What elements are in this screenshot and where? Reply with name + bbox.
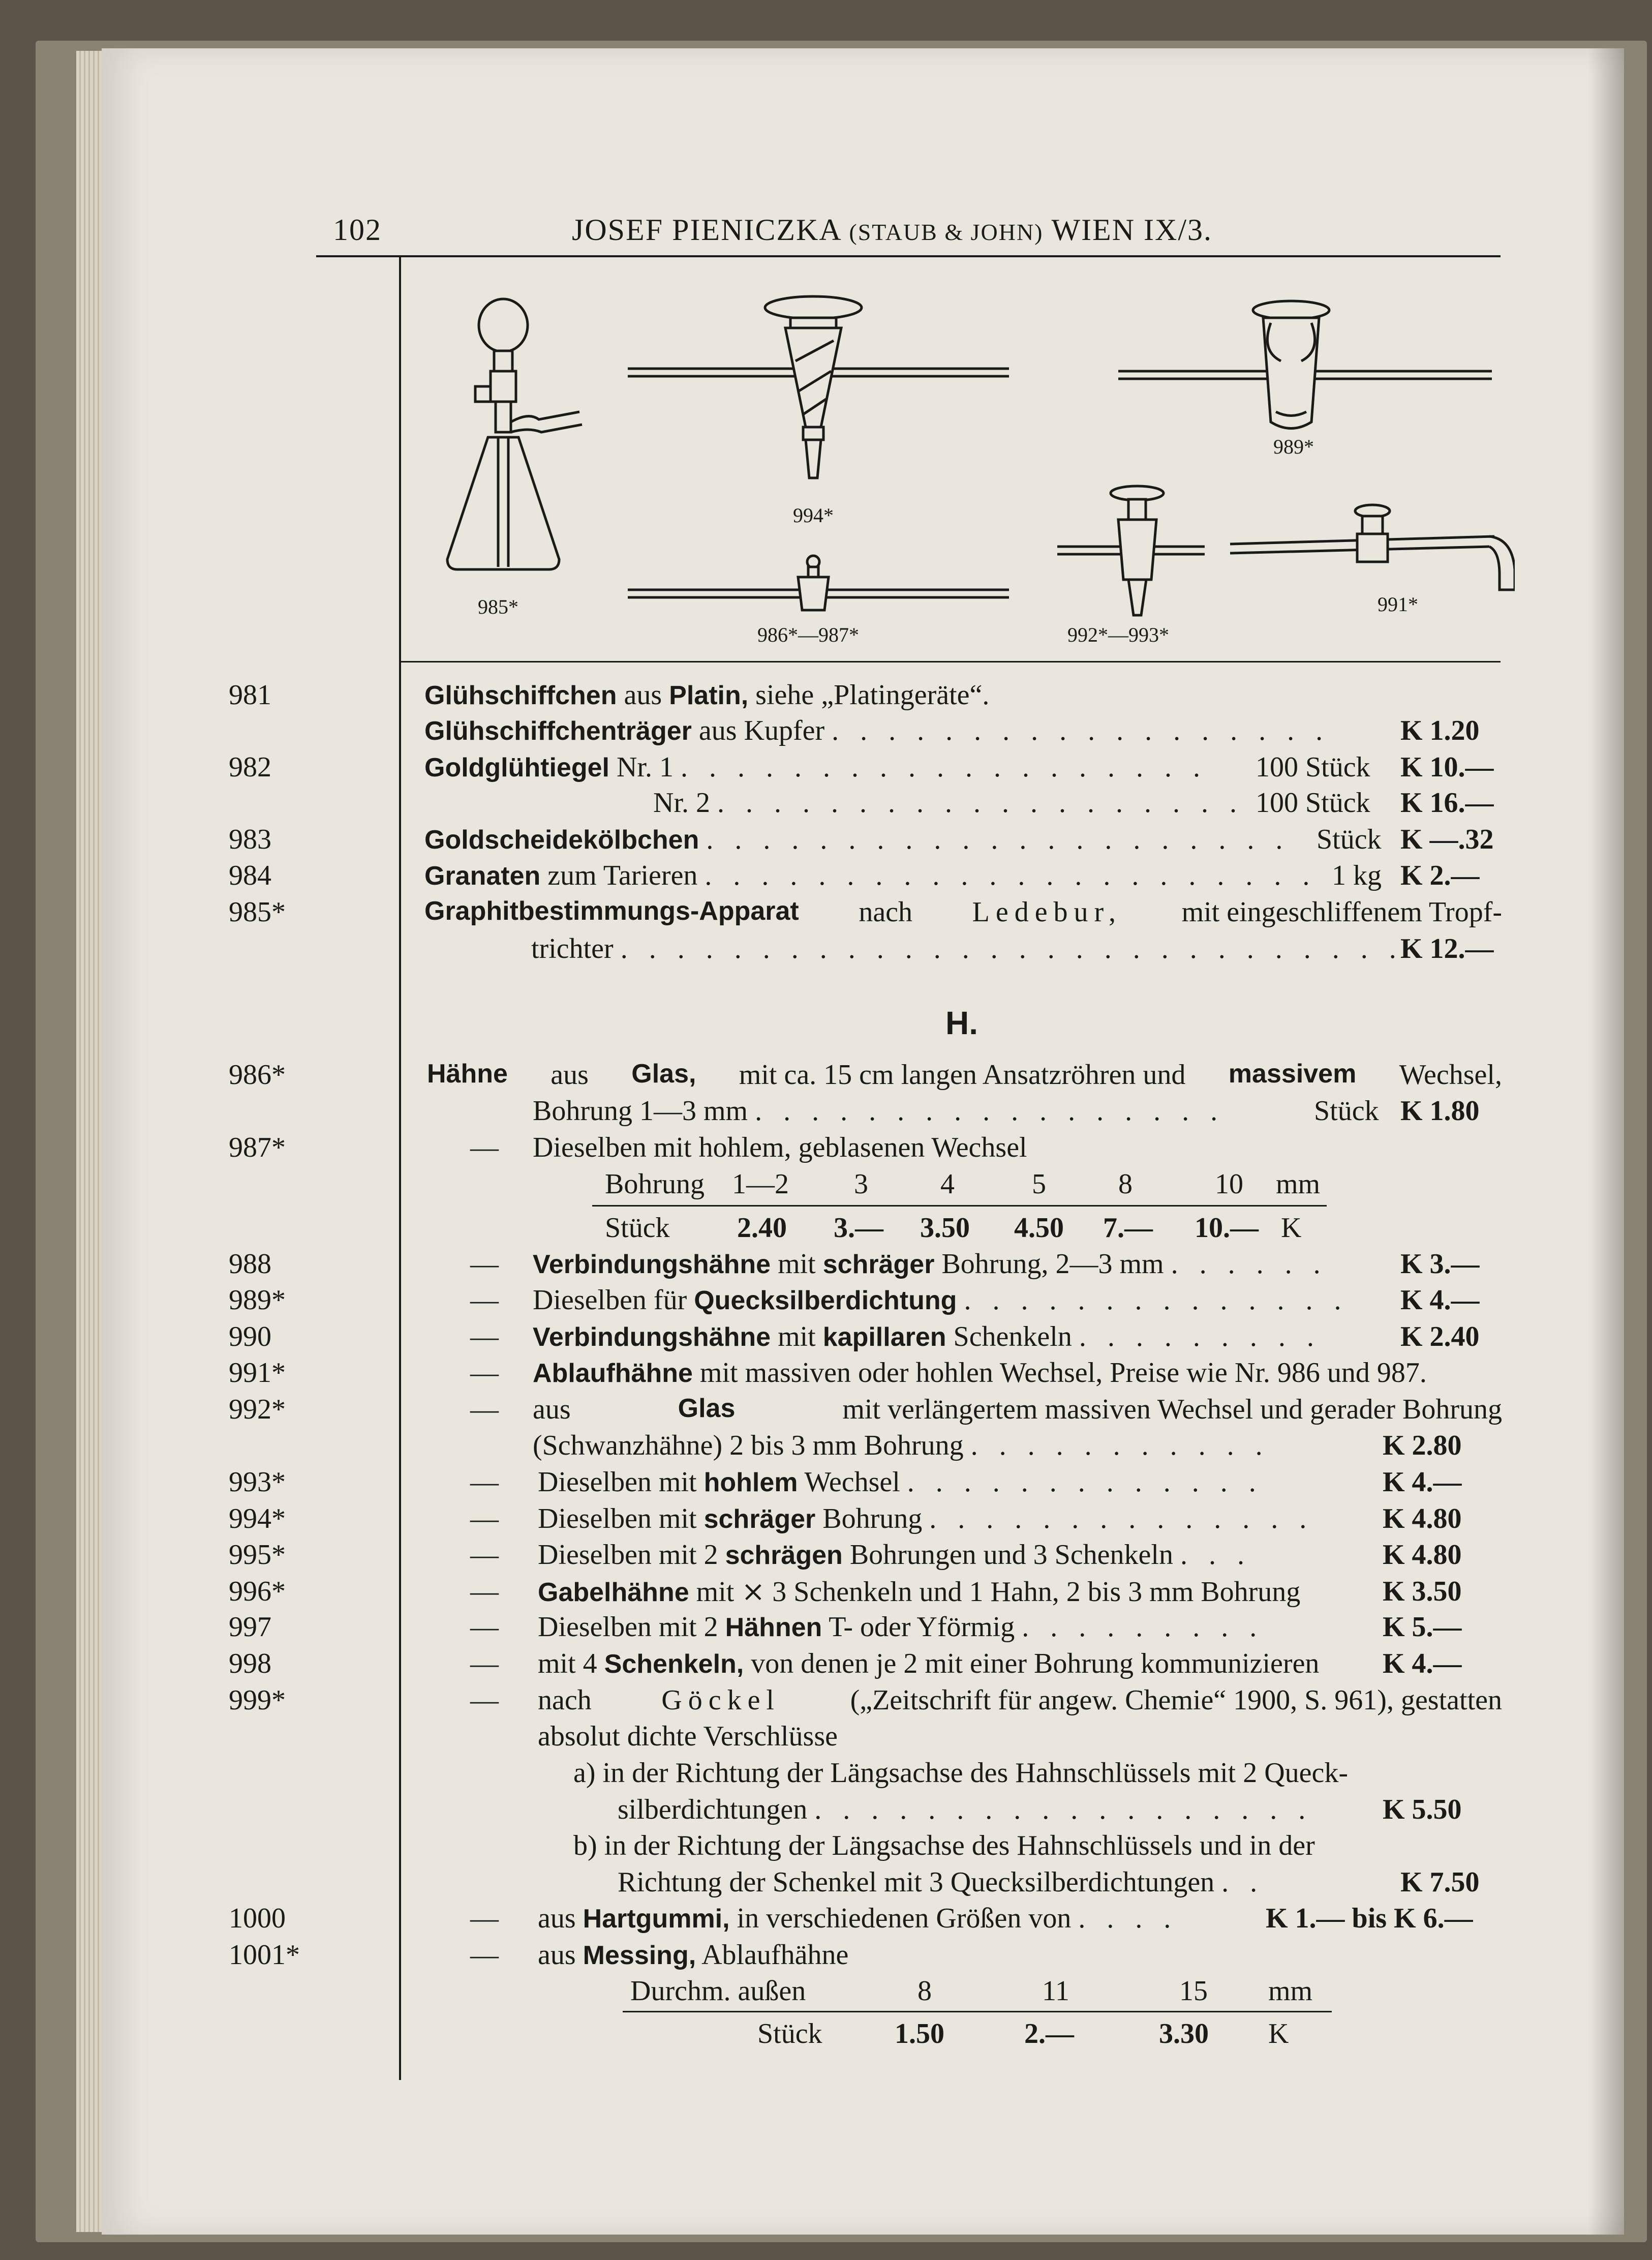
header-title [572,213,1212,248]
caption-991: 991* [1378,593,1418,616]
entry-997-text1: Dieselben mit 2 [538,1611,718,1643]
dash-991: — [470,1357,499,1389]
entry-993-text1: Dieselben mit [538,1466,697,1498]
dash-995: — [470,1539,499,1571]
bore-table-h7: mm [1276,1168,1321,1200]
entry-982-name: Goldglühtiegel [424,753,609,782]
entry-989: Dieselben für Quecksilberdichtung . . . . . . . . . . . . . . [533,1284,1349,1316]
entry-992 [533,1393,1502,1426]
dash-988: — [470,1248,499,1280]
qty-982: 100 Stück [1256,751,1370,783]
entry-999-author: Göckel [661,1684,780,1716]
entry-995-text1: Dieselben mit 2 [538,1539,718,1571]
diameter-table-c2: 2.— [1024,2018,1074,2050]
entry-999-text2: („Zeitschrift für angew. Chemie“ 1900, S. 961), gestatten [850,1684,1502,1716]
page-shadow [1588,48,1624,2235]
entry-981-text: aus [624,679,662,711]
price-992: K 2.80 [1383,1430,1462,1461]
dash-994: — [470,1503,499,1534]
item-number-995: 995* [229,1539,286,1571]
bore-table-h0: Bohrung [605,1168,705,1200]
entry-998 [538,1647,1319,1680]
entry-981b: Glühschiffchenträger aus Kupfer . . . . . . . . . . . . . . . . . . [424,715,1330,746]
diameter-table-rule [623,2011,1332,2012]
dash-1000: — [470,1903,499,1934]
entry-994-type: schräger [703,1504,816,1534]
qty-984: 1 kg [1332,860,1382,891]
bore-table-rule [592,1205,1327,1207]
price-989: K 4.— [1400,1284,1480,1316]
entry-986-text2: mit ca. 15 cm langen Ansatzröhren und [739,1059,1186,1091]
entry-995-text2: Bohrungen und 3 Schenkeln [849,1539,1173,1571]
price-990: K 2.40 [1400,1321,1480,1352]
entry-981-name: Glühschiffchen [424,681,617,710]
entry-1000: aus Hartgummi, in verschiedenen Größen von . . . . [538,1903,1178,1934]
entry-988-name: Verbindungshähne [533,1250,771,1279]
entry-997-type: Hähnen [725,1613,822,1642]
entry-981-material: Platin, [669,681,749,710]
diameter-table-c0: Stück [757,2018,822,2050]
entry-985b: trichter . . . . . . . . . . . . . . . . . . . . . . . . . . . . [531,933,1403,965]
entry-982: Goldglühtiegel Nr. 1 . . . . . . . . . . . . . . . . . . . [424,751,1207,783]
entry-992b: (Schwanzhähne) 2 bis 3 mm Bohrung . . . . . . . . . . . [533,1430,1270,1461]
entry-986-name: Hähne [427,1059,508,1089]
bore-table-c7: K [1281,1212,1302,1244]
stopcock-989-icon [1118,301,1492,429]
figure-illustrations [407,285,1515,651]
entry-996-name: Gabelhähne [538,1578,689,1607]
diameter-table-h2: 11 [1042,1975,1069,2007]
diameter-table-header [630,1975,1332,2010]
entry-999-text1: nach [538,1684,592,1716]
dash-992: — [470,1394,499,1425]
caption-994: 994* [793,504,834,527]
entry-985-desc: mit eingeschliffenem Tropf- [1181,896,1502,928]
stopcock-992-993-icon [1057,486,1205,615]
bore-table-c5: 7.— [1103,1212,1153,1244]
price-998: K 4.— [1383,1648,1462,1679]
entry-986 [427,1059,1502,1091]
price-993: K 4.— [1383,1466,1462,1498]
bore-table-h3: 4 [940,1168,955,1200]
entry-985-author: Ledebur, [972,896,1122,928]
entry-990-text2: Schenkeln [953,1321,1072,1352]
diameter-table-h0: Durchm. außen [630,1975,806,2007]
item-number-999: 999* [229,1684,286,1716]
entry-998-text2: von denen je 2 mit einer Bohrung kommunizieren [751,1648,1320,1679]
price-988: K 3.— [1400,1248,1480,1280]
caption-989: 989* [1273,435,1314,458]
entry-994-text1: Dieselben mit [538,1503,697,1534]
entry-992b-text: (Schwanzhähne) 2 bis 3 mm Bohrung [533,1430,964,1461]
dash-996: — [470,1576,499,1607]
entry-984: Granaten zum Tarieren . . . . . . . . . . . . . . . . . . . . . . [424,860,1317,891]
flask-apparatus-985-icon [447,299,582,569]
dash-989: — [470,1284,499,1316]
entry-991-text: mit massiven oder hohlen Wechsel, Preise wie Nr. 986 und 987. [699,1357,1427,1389]
dash-998: — [470,1648,499,1679]
entry-985-text: nach [859,896,913,928]
bore-table-h1: 1—2 [732,1168,789,1200]
item-number-990: 990 [229,1321,271,1352]
dash-993: — [470,1466,499,1498]
entry-991 [533,1357,1427,1389]
dash-1001: — [470,1939,499,1971]
entry-990-name: Verbindungshähne [533,1322,771,1352]
entry-988-text1: mit [778,1248,816,1280]
entry-998-type: Schenkeln, [604,1649,744,1679]
entry-982b-text: Nr. 2 [653,787,710,819]
entry-983: Goldscheidekölbchen . . . . . . . . . . . . . . . . . . . . . [424,824,1290,855]
header-title-firm: (STAUB & JOHN) [849,219,1044,245]
price-997: K 5.— [1383,1611,1462,1643]
entry-986-text1: aus [550,1059,589,1091]
entry-992-text2: mit verlängertem massiven Wechsel und gerader Bohrung [842,1394,1502,1425]
stopcock-986-987-icon [628,556,1009,610]
price-981b: K 1.20 [1400,715,1480,746]
entry-993-text2: Wechsel [804,1466,900,1498]
stopcock-991-icon [1230,505,1515,590]
bore-table-c1: 2.40 [737,1212,787,1244]
dash-987: — [470,1132,499,1163]
entry-1001-text2: Ablaufhähne [701,1939,849,1971]
bore-table-c0: Stück [605,1212,670,1244]
entry-995: Dieselben mit 2 schrägen Bohrungen und 3 Schenkeln . . . [538,1539,1251,1571]
entry-999-option-a2: silberdichtungen . . . . . . . . . . . . . . . . . . [618,1794,1313,1825]
qty-983: Stück [1317,824,1382,855]
item-number-982: 982 [229,751,271,783]
entry-1000-text2: in verschiedenen Größen von [737,1903,1072,1934]
entry-997-text2: T- oder Yförmig [829,1611,1015,1643]
diameter-table-c4: K [1268,2018,1289,2050]
bore-table-c2: 3.— [834,1212,883,1244]
stopcock-994-icon [628,296,1009,478]
item-number-986: 986* [229,1059,286,1091]
entry-997: Dieselben mit 2 Hähnen T- oder Yförmig . . . . . . . . . [538,1611,1264,1643]
entry-993: Dieselben mit hohlem Wechsel . . . . . . . . . . . . . [538,1466,1263,1498]
entry-992-material: Glas [678,1394,736,1423]
entry-984-text: zum Tarieren [547,860,698,891]
price-995: K 4.80 [1383,1539,1462,1571]
entry-996 [538,1575,1300,1608]
entry-990-type: kapillaren [822,1322,946,1352]
bore-table-c3: 3.50 [920,1212,970,1244]
diameter-table-h3: 15 [1179,1975,1208,2007]
entry-998-text1: mit 4 [538,1648,597,1679]
price-1000: K 1.— bis K 6.— [1266,1903,1473,1934]
entry-988-text2: Bohrung, 2—3 mm [941,1248,1164,1280]
header-title-city: WIEN IX/3. [1051,213,1213,247]
entry-996-text: mit ⨯ 3 Schenkeln und 1 Hahn, 2 bis 3 mm Bohrung [696,1576,1301,1608]
price-983: K —.32 [1400,824,1494,855]
caption-986-987: 986*—987* [757,623,859,646]
entry-986b-text: Bohrung 1—3 mm [533,1095,748,1127]
entry-1001 [538,1939,848,1971]
item-number-996: 996* [229,1576,286,1607]
bore-table-c4: 4.50 [1014,1212,1064,1244]
entry-1001-material: Messing, [583,1941,696,1970]
entry-987: Dieselben mit hohlem, geblasenen Wechsel [533,1132,1027,1163]
entry-999-option-b: b) in der Richtung der Längsachse des Hahnschlüssels und in der [573,1830,1315,1861]
entry-986-text3: Wechsel, [1399,1059,1502,1091]
entry-999-option-a2-text: silberdichtungen [618,1794,808,1825]
item-number-981: 981 [229,679,271,711]
price-994: K 4.80 [1383,1503,1462,1534]
entry-983-name: Goldscheidekölbchen [424,825,699,855]
item-number-988: 988 [229,1248,271,1280]
entry-999-option-b2: Richtung der Schenkel mit 3 Quecksilberdichtungen . . [618,1866,1265,1898]
item-number-989: 989* [229,1284,286,1316]
entry-981b-name: Glühschiffchenträger [424,716,692,746]
entry-981-ref: siehe „Platingeräte“. [755,679,990,711]
dash-997: — [470,1611,499,1643]
entry-995-type: schrägen [725,1541,843,1570]
dash-990: — [470,1321,499,1352]
bore-table-header [605,1168,1324,1203]
diameter-table-h4: mm [1268,1975,1313,2007]
entry-999 [538,1684,1502,1716]
diameter-table-c3: 3.30 [1159,2018,1209,2050]
price-984: K 2.— [1400,860,1480,891]
item-number-993: 993* [229,1466,286,1498]
item-number-992: 992* [229,1394,286,1425]
item-number-1000: 1000 [229,1903,286,1934]
page-number: 102 [333,213,382,247]
item-number-985: 985* [229,896,286,928]
bore-table-h4: 5 [1032,1168,1046,1200]
entry-990-text1: mit [778,1321,816,1352]
entry-999-option-a: a) in der Richtung der Längsachse des Hahnschlüssels mit 2 Queck- [573,1757,1349,1789]
price-985: K 12.— [1400,933,1494,965]
price-999b: K 7.50 [1400,1866,1480,1898]
caption-985: 985* [478,595,518,618]
item-number-987: 987* [229,1132,286,1163]
diameter-table-h1: 8 [917,1975,932,2007]
item-number-983: 983 [229,824,271,855]
item-number-1001: 1001* [229,1939,300,1971]
entry-1001-text1: aus [538,1939,576,1971]
item-number-991: 991* [229,1357,286,1389]
entry-981 [424,679,989,711]
entry-986b: Bohrung 1—3 mm . . . . . . . . . . . . . . . . . [533,1095,1225,1127]
item-number-997: 997 [229,1611,271,1643]
qty-982b: 100 Stück [1256,787,1370,819]
entry-990: Verbindungshähne mit kapillaren Schenkeln . . . . . . . . . [533,1321,1321,1352]
bore-table-h5: 8 [1118,1168,1133,1200]
entry-986-material: Glas, [631,1059,696,1089]
entry-994: Dieselben mit schräger Bohrung . . . . . . . . . . . . . . [538,1503,1314,1534]
entry-989-name: Quecksilberdichtung [694,1286,957,1315]
entry-999b: absolut dichte Verschlüsse [538,1721,838,1752]
figure-rule [399,661,1501,662]
entry-985b-text: trichter [531,933,614,965]
entry-984-name: Granaten [424,861,541,891]
diameter-table-c1: 1.50 [895,2018,944,2050]
item-number-994: 994* [229,1503,286,1534]
entry-992-text1: aus [533,1394,571,1425]
price-999a: K 5.50 [1383,1794,1462,1825]
entry-1000-text1: aus [538,1903,576,1934]
entry-999-option-b2-text: Richtung der Schenkel mit 3 Quecksilberdichtungen [618,1866,1215,1898]
item-number-984: 984 [229,860,271,891]
entry-981b-text: aus Kupfer [698,715,825,746]
entry-985-name: Graphitbestimmungs-Apparat [424,896,799,926]
caption-992-993: 992*—993* [1067,623,1169,646]
header-rule [316,255,1501,257]
entry-986-type: massivem [1228,1059,1357,1089]
entry-991-name: Ablaufhähne [533,1359,693,1388]
section-heading: H. [945,1005,978,1041]
entry-994-text2: Bohrung [822,1503,923,1534]
entry-988-type: schräger [822,1250,935,1279]
entry-989-text: Dieselben für [533,1284,687,1316]
header-title-name: JOSEF PIENICZKA [572,213,841,247]
bore-table-row [605,1212,1324,1247]
entry-993-type: hohlem [703,1468,798,1497]
entry-988: Verbindungshähne mit schräger Bohrung, 2—3 mm . . . . . . [533,1248,1328,1280]
qty-986: Stück [1314,1095,1379,1127]
price-982: K 10.— [1400,751,1494,783]
entry-982-text: Nr. 1 [616,751,674,783]
price-982b: K 16.— [1400,787,1494,819]
entry-985 [424,896,1502,928]
bore-table-c6: 10.— [1195,1212,1259,1244]
bore-table-h6: 10 [1215,1168,1243,1200]
dash-999: — [470,1684,499,1716]
entry-982b: Nr. 2 . . . . . . . . . . . . . . . . . . . [653,787,1244,819]
bore-table-h2: 3 [854,1168,868,1200]
diameter-table-row [630,2017,1332,2053]
item-number-998: 998 [229,1648,271,1679]
price-986: K 1.80 [1400,1095,1480,1127]
column-rule [399,257,401,2080]
entry-1000-material: Hartgummi, [583,1904,730,1934]
price-996: K 3.50 [1383,1576,1462,1607]
